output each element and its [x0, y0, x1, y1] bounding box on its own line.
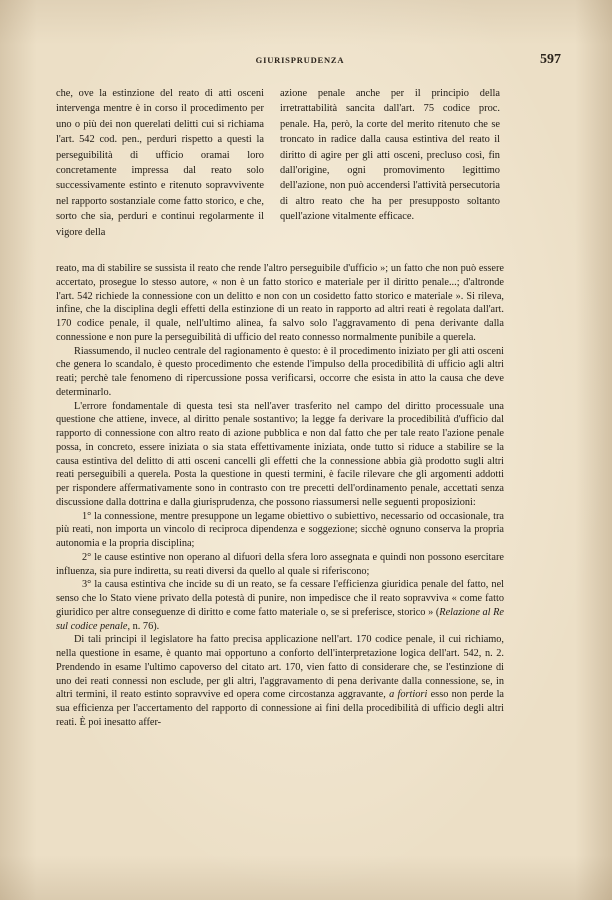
right-column	[280, 86, 500, 225]
right-column-text: azione penale anche per il principio della irretrattabilità sancita dall'art. 75 codice proc. penale. Ha, però, la corte del merito ritenuto che se troncato in radice dalla causa estintiva del reato il diritto di agire per gli atti osceni, precluso così, fin dall'origine, ogni promovimento legittimo dell'azione, non può accendersi l'attività persecutoria di altro reato che ha per presupposto soltanto quell'azione vitalmente efficace.	[280, 88, 500, 223]
a-fortiori: a fortiori	[389, 689, 428, 701]
list-item-3-end: , n. 76).	[127, 620, 160, 632]
list-item-3-text: 3° la causa estintiva che incide su di un reato, se fa cessare l'efficienza giuridica penale del fatto, nel senso che lo Stato viene privato della potestà di punire, non impedisce che il reato sopravviva « come fatto giuridico per altre conseguenze di diritto e come fatto materiale o, se si preferisce, storico » (	[56, 579, 504, 618]
paragraph-1: reato, ma di stabilire se sussista il reato che rende l'altro perseguibile d'ufficio »; un fatto che non può essere accertato, prosegue lo stesso autore, « non è un fatto storico e materiale per il diritto penale...; d'altronde l'art. 542 richiede la connessione con un delitto e non con un cosidetto fatto storico e materiale ». Si rileva, infine, che la disciplina degli effetti della estinzione di un reato in rapporto ad altri reati è regolata dall'art. 170 codice penale, il quale, nell'ultimo alinea, fa salvo solo l'aggravamento di pena derivante dalla connessione e non pure la perseguibilità di ufficio del reato connesso normalmente punibile a querela.	[56, 263, 504, 343]
page-number: 597	[540, 52, 561, 67]
list-item-1: 1° la connessione, mentre presuppone un legame obiettivo o subiettivo, necessario od occasionale, tra più reati, non importa un vincolo di reciproca dipendenza e soggezione; sicchè ognuno conserva la propria autonomia e la propria disciplina;	[56, 510, 504, 549]
left-column-text: che, ove la estinzione del reato di atti osceni intervenga mentre è in corso il procedimento per uno o più dei non querelati delitti cui si richiama l'art. 542 cod. pen., perduri rispetto a questi la perseguibilità di ufficio oramai loro concretamente impressa dal reato solo successivamente estinto e ritenuto sopravvivente nel rapporto sostanziale come fatto storico, e che, sorto che sia, perduri e continui regolarmente il vigore della	[56, 88, 264, 238]
main-text	[56, 262, 504, 730]
paragraph-4-text: Di tali principi il legislatore ha fatto precisa applicazione nell'art. 170 codice penale, il cui richiamo, nella questione in esame, è quanto mai opportuno a conforto dell'interpretazione logica dell'art. 542, n. 2. Prendendo in esame l'ultimo capoverso del citato art. 170, vien fatto di considerare che, se l'estinzione di uno dei reati connessi non esclude, per gli altri, l'aggravamento di pena derivante dalla connessione, se, in altri termini, il reato estinto sopravvive ed opera come circostanza aggravante,	[56, 634, 504, 701]
running-head: GIURISPRUDENZA	[255, 55, 345, 65]
list-item-2: 2° le cause estintive non operano al difuori della sfera loro assegnata e quindi non possono esercitare influenza, sia pure indiretta, su reati diversi da quello al quale si riferiscono;	[56, 551, 504, 577]
paragraph-3: L'errore fondamentale di questa tesi sta nell'aver trasferito nel campo del diritto processuale una questione che attiene, invece, al diritto penale sostantivo; la legge fa derivare la procedibilità d'ufficio dal rapporto di connessione con altro reato di azione pubblica e non dal fatto che per tale reato l'azione penale possa, in concreto, essere iniziata o sia stata effettivamente iniziata, onde tutto si riduce a stabilire se la causa estintiva del delitto di atti osceni cancelli gli effetti che la connessione abbia già prodotto sugli altri reati perseguibili a querela. Posta la questione in questi termini, è facile rilevare che gli argomenti addotti per rispondere affermativamente sono in contrasto con tre precetti dell'ordinamento penale, accettati senza discussione dalla dottrina e dalla giurisprudenza, che possono riassumersi nelle seguenti proposizioni:	[56, 400, 504, 508]
paragraph-2: Riassumendo, il nucleo centrale del ragionamento è questo: è il procedimento iniziato per gli atti osceni che genera lo scandalo, è questo procedimento che estende l'impulso della procedibilità di ufficio agli altri reati; perchè tale fenomeno di ripercussione possa verificarsi, occorre che esista in atto la causa che deve determinarlo.	[56, 345, 504, 398]
list-item-3	[56, 578, 504, 633]
paragraph-4-end: esso non perde la sua efficienza per l'accertamento del rapporto di connessione ai fini della procedibilità di ufficio degli altri reati. È poi inesatto affer-	[56, 689, 504, 728]
paragraph-4	[56, 633, 504, 729]
citation: Relazione al Re sul codice penale	[56, 606, 504, 632]
left-column	[56, 86, 264, 240]
